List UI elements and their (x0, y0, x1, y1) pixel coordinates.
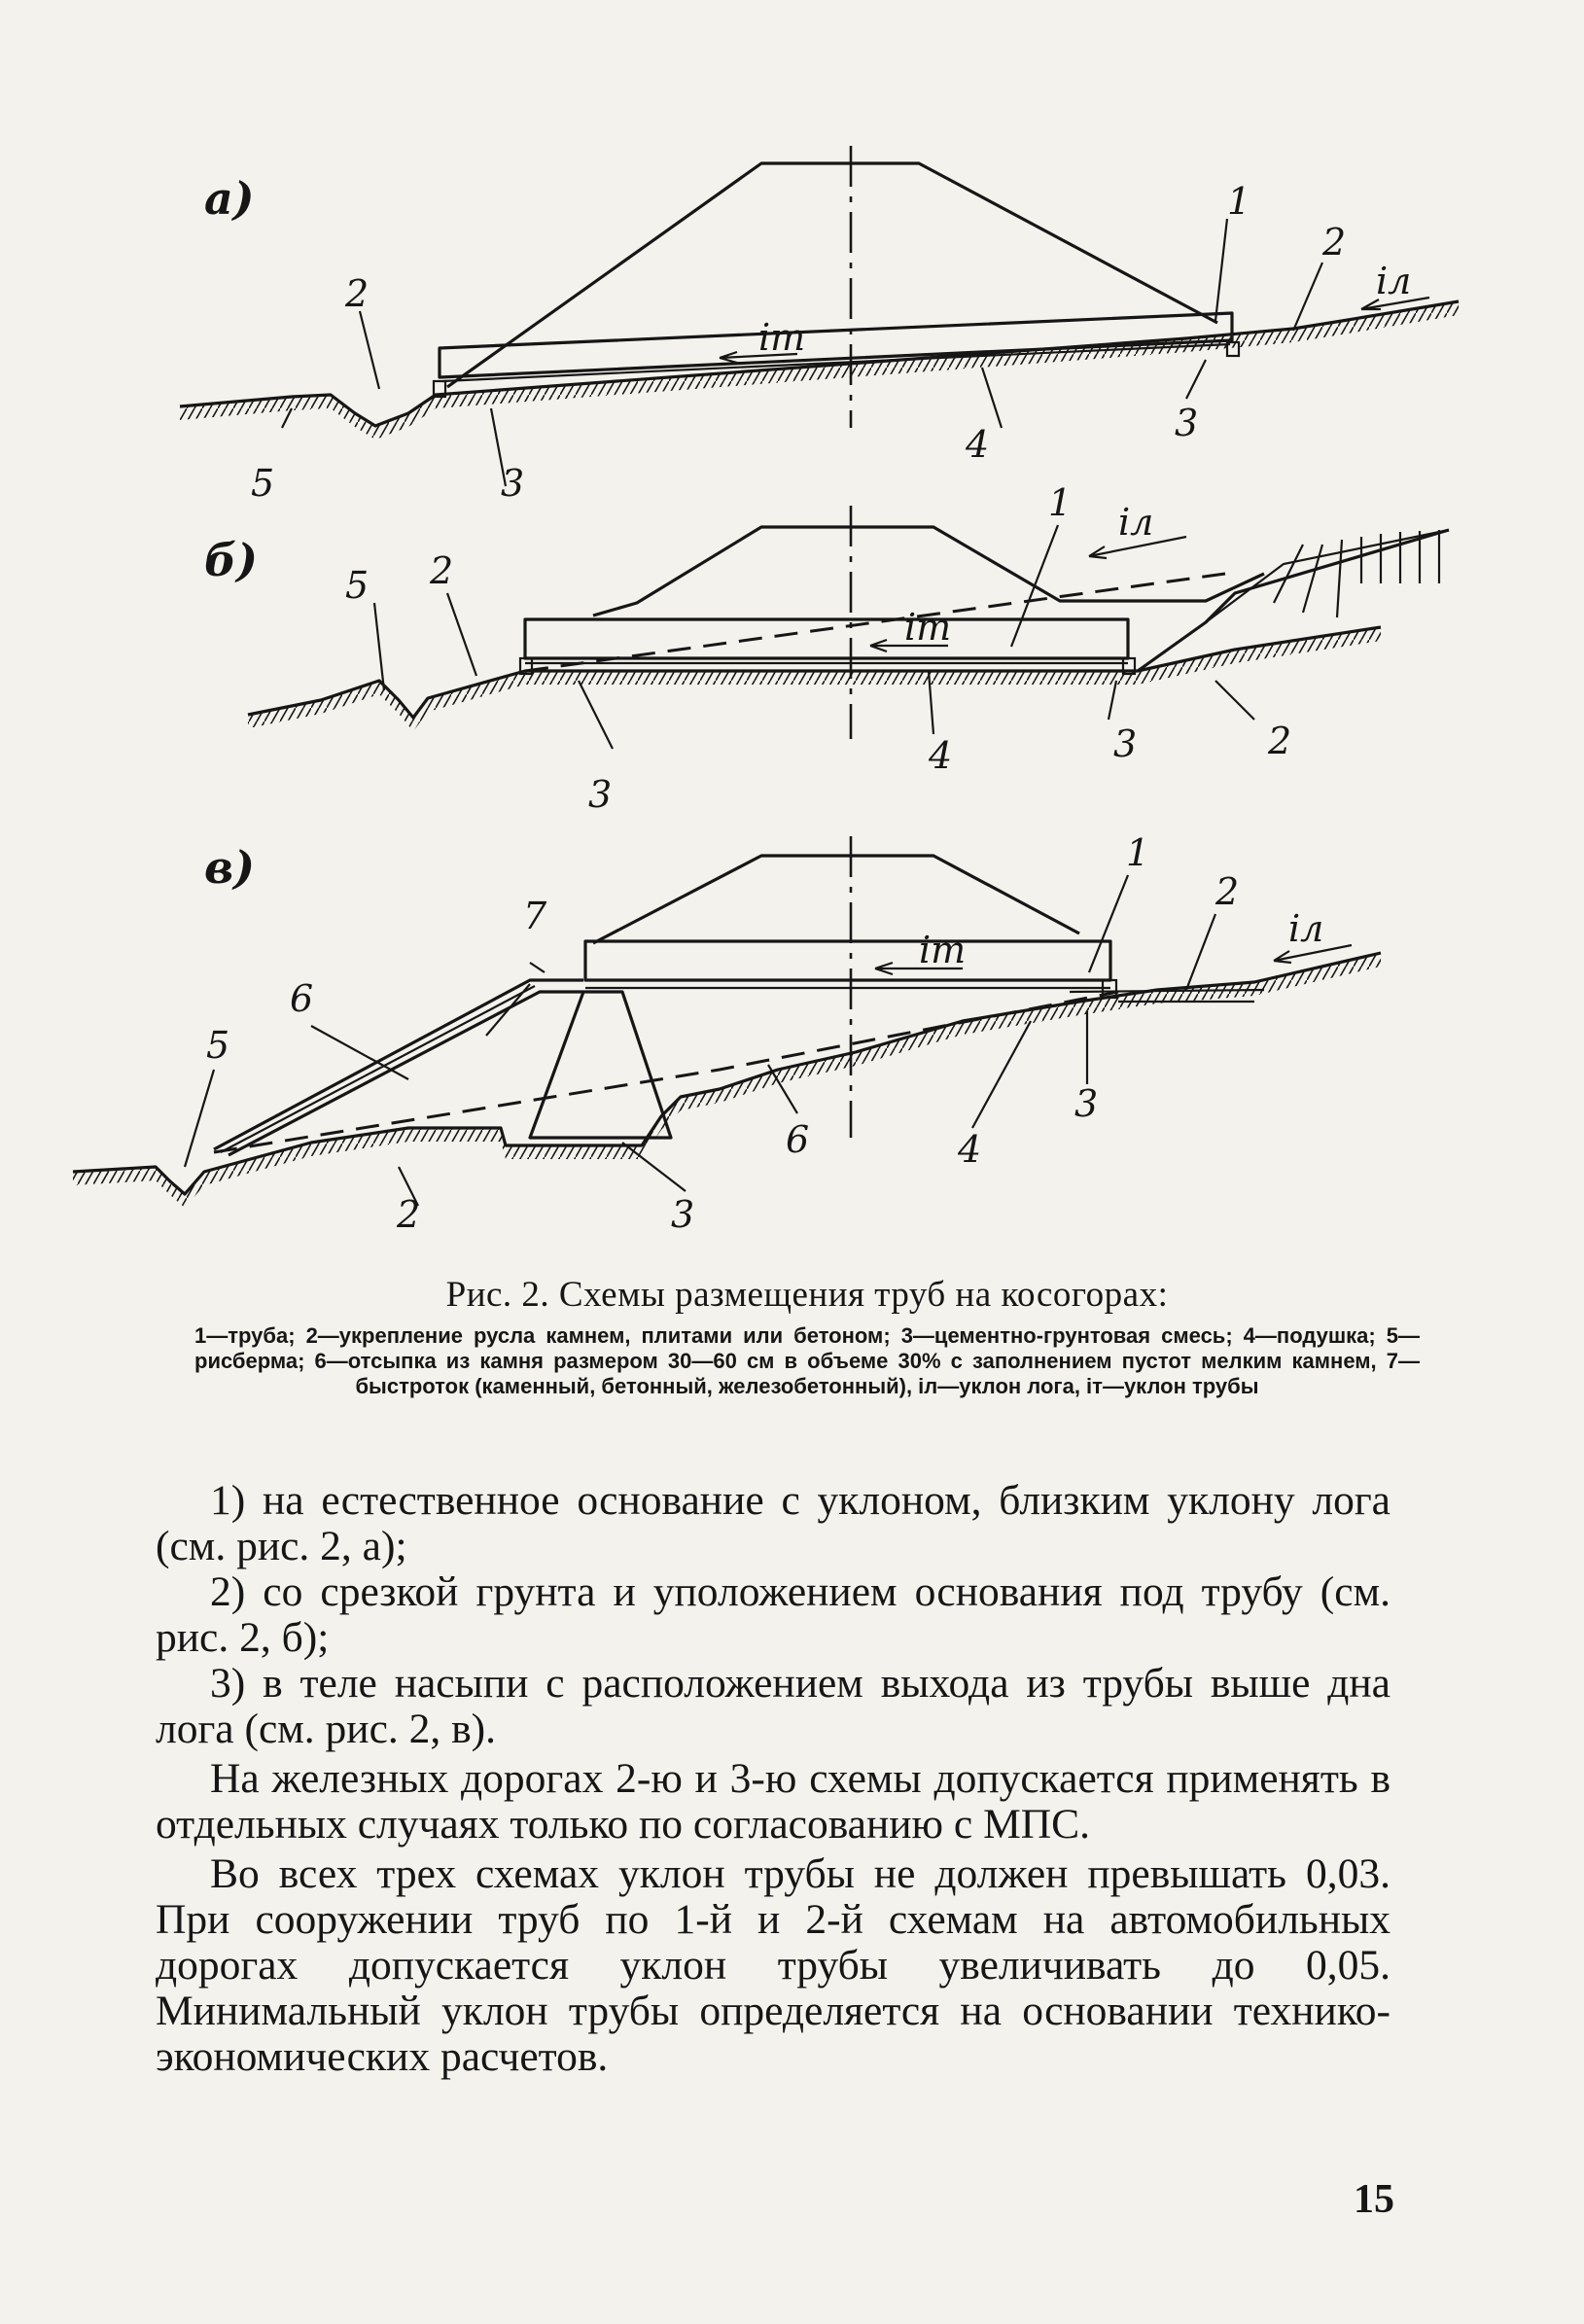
panel-v-callout-6-right: 6 (786, 1118, 810, 1161)
panel-b-label: б) (204, 534, 258, 586)
panel-b-callout-4: 4 (929, 734, 953, 777)
panel-v-callout-1: 1 (1126, 831, 1150, 874)
panel-v-log-slope-label: iл (1288, 907, 1324, 950)
panel-b-callout-3-left: 3 (588, 773, 613, 816)
list-item-3: 3) в теле насыпи с расположением выхода из трубы выше дна лога (см. рис. 2, в). (156, 1660, 1390, 1752)
panel-v-label: в) (204, 841, 255, 894)
panel-a-ground-hatch (180, 301, 1459, 440)
panel-b-ground-hatch (248, 627, 1381, 731)
panel-v-callout-7: 7 (523, 895, 547, 937)
panel-b-pipe (525, 619, 1128, 658)
paragraph-railways: На железных дорогах 2-ю и 3-ю схемы допускается применять в отдельных случаях только по согласованию с МПС. (156, 1755, 1390, 1848)
list-item-2: 2) со срезкой грунта и уположением основания под трубу (см. рис. 2, б); (156, 1568, 1390, 1661)
panel-b-cut-wall (1206, 530, 1449, 622)
body-text (156, 1478, 1390, 2080)
panel-v-callout-2-left: 2 (397, 1193, 421, 1236)
caption-title: Рис. 2. Схемы размещения труб на косогорах: (445, 1275, 1169, 1315)
panel-v-rock-fill (530, 992, 671, 1138)
panel-a-callout-2-right: 2 (1322, 221, 1347, 264)
panel-a-pipe-slope-label: iт (758, 316, 806, 359)
list-item-1: 1) на естественное основание с уклоном, близким уклону лога (см. рис. 2, а); (156, 1477, 1390, 1569)
panel-v-callout-4: 4 (958, 1128, 982, 1171)
panel-v-pipe-slope-label: iт (919, 929, 967, 971)
panel-b-callout-5: 5 (345, 564, 370, 607)
panel-a-log-slope-label: iл (1376, 260, 1412, 302)
panel-v-callout-2-right: 2 (1215, 870, 1240, 913)
panel-v-callout-6-left: 6 (290, 977, 314, 1020)
panel-b-callout-1: 1 (1048, 481, 1073, 524)
panel-b-natural-slope (525, 574, 1225, 671)
panel-a-callout-5: 5 (251, 462, 275, 505)
panel-b-callout-2-left: 2 (430, 549, 454, 592)
panel-a-callout-3-right: 3 (1175, 402, 1199, 444)
panel-v-pipe (585, 941, 1110, 980)
panel-v (73, 831, 1381, 1236)
panel-a-label: а) (204, 172, 255, 225)
page-number: 15 (1354, 2177, 1394, 2222)
panel-b-pipe-slope-label: iт (904, 606, 952, 649)
panel-v-callout-3-left: 3 (671, 1193, 695, 1236)
panel-b-leaders (374, 525, 1254, 749)
panel-v-callout-3-right: 3 (1074, 1082, 1099, 1125)
panel-a-callout-3-left: 3 (501, 462, 525, 505)
caption-legend: 1—труба; 2—укрепление русла камнем, плитами или бетоном; 3—цементно-грунтовая смесь; 4—подушка; 5—рисберма; 6—отсыпка из камня размером 30—60 см в объеме 30% с заполнением пустот мелким камнем, 7—быстроток (каменный, бетонный, железобетонный), iл—уклон лога, iт—уклон трубы (194, 1323, 1420, 1398)
panel-v-callout-5: 5 (206, 1024, 230, 1067)
panel-v-embankment (593, 856, 1079, 943)
panel-a (180, 146, 1459, 505)
panel-v-natural-slope (214, 992, 1118, 1152)
panel-b-callout-3-right: 3 (1113, 722, 1138, 765)
panel-b-log-slope-label: iл (1118, 501, 1154, 544)
panel-a-callout-1: 1 (1227, 180, 1251, 223)
panel-b-callout-2-right: 2 (1268, 720, 1292, 762)
paragraph-slope-limits: Во всех трех схемах уклон трубы не должен превышать 0,03. При сооружении труб по 1-й и 2-й схемам на автомобильных дорогах допускается уклон трубы увеличивать до 0,05. Минимальный уклон трубы определяется на основании технико-экономических расчетов. (156, 1850, 1390, 2080)
panel-a-callout-4: 4 (966, 423, 990, 466)
panel-b (204, 481, 1449, 816)
panel-a-callout-2-left: 2 (345, 272, 370, 315)
figure-caption (185, 1274, 1429, 1399)
